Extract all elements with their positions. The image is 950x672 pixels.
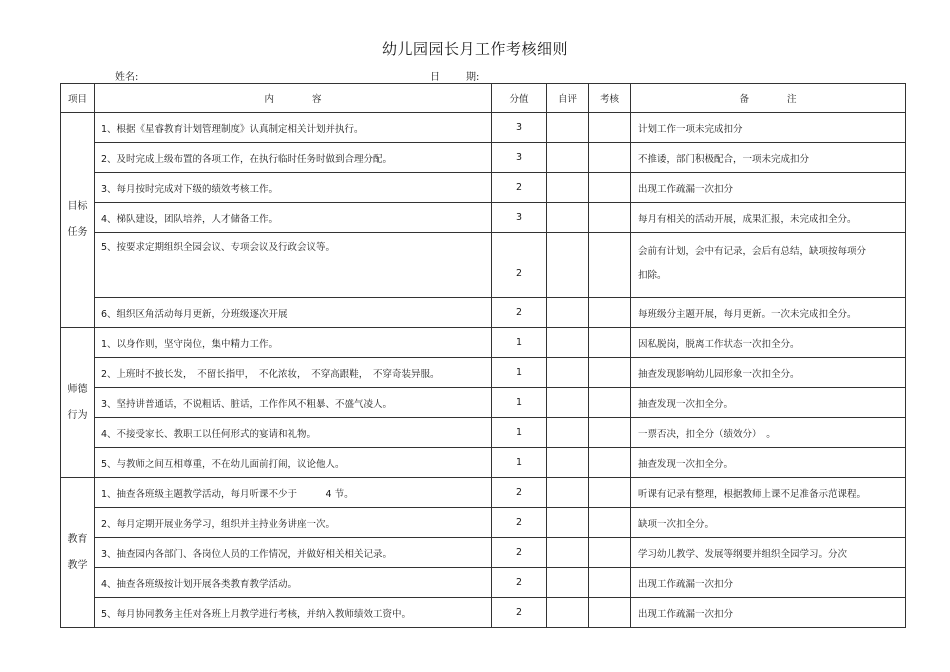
row-score: 1 xyxy=(492,388,547,418)
assessment-cell[interactable] xyxy=(589,203,631,233)
row-note: 因私脱岗，脱离工作状态一次扣全分。 xyxy=(631,328,906,358)
self-eval-cell[interactable] xyxy=(547,388,589,418)
row-content: 3、坚持讲普通话，不说粗话、脏话，工作作风不粗暴、不盛气凌人。 xyxy=(95,388,492,418)
row-note: 抽查发现影响幼儿园形象一次扣全分。 xyxy=(631,358,906,388)
assessment-cell[interactable] xyxy=(589,448,631,478)
row-content: 3、每月按时完成对下级的绩效考核工作。 xyxy=(95,173,492,203)
row-note: 一票否决，扣全分（绩效分） 。 xyxy=(631,418,906,448)
table-row xyxy=(61,358,906,388)
assessment-cell[interactable] xyxy=(589,478,631,508)
self-eval-cell[interactable] xyxy=(547,143,589,173)
assessment-cell[interactable] xyxy=(589,173,631,203)
assessment-cell[interactable] xyxy=(589,298,631,328)
table-row xyxy=(61,598,906,628)
table-row xyxy=(61,568,906,598)
row-note: 出现工作疏漏一次扣分 xyxy=(631,568,906,598)
header-score: 分值 xyxy=(492,84,547,113)
row-score: 2 xyxy=(492,598,547,628)
section-label-goals: 目标 任务 xyxy=(61,113,95,328)
self-eval-cell[interactable] xyxy=(547,358,589,388)
self-eval-cell[interactable] xyxy=(547,418,589,448)
assessment-cell[interactable] xyxy=(589,358,631,388)
row-note: 抽查发现一次扣全分。 xyxy=(631,388,906,418)
table-row xyxy=(61,478,906,508)
assessment-cell[interactable] xyxy=(589,233,631,298)
table-row xyxy=(61,388,906,418)
self-eval-cell[interactable] xyxy=(547,173,589,203)
assessment-cell[interactable] xyxy=(589,538,631,568)
date-label-part2: 期: xyxy=(466,72,480,83)
row-note: 不推诿，部门积极配合，一项未完成扣分 xyxy=(631,143,906,173)
row-content: 5、按要求定期组织全园会议、专项会议及行政会议等。 xyxy=(95,233,492,298)
table-row xyxy=(61,143,906,173)
row-content: 1、根据《星睿教育计划管理制度》认真制定相关计划并执行。 xyxy=(95,113,492,143)
document-title: 幼儿园园长月工作考核细则 xyxy=(381,40,568,58)
assessment-cell[interactable] xyxy=(589,568,631,598)
assessment-cell[interactable] xyxy=(589,113,631,143)
row-content: 1、以身作则，坚守岗位，集中精力工作。 xyxy=(95,328,492,358)
row-content: 6、组织区角活动每月更新，分班级逐次开展 xyxy=(95,298,492,328)
header-assessment: 考核 xyxy=(589,84,631,113)
row-score: 2 xyxy=(492,233,547,298)
table-row xyxy=(61,298,906,328)
row-score: 2 xyxy=(492,173,547,203)
table-row xyxy=(61,538,906,568)
row-note: 出现工作疏漏一次扣分 xyxy=(631,598,906,628)
row-note: 学习幼儿教学、发展等纲要并组织全园学习。分次 xyxy=(631,538,906,568)
row-note: 每班级分主题开展，每月更新。一次未完成扣全分。 xyxy=(631,298,906,328)
assessment-cell[interactable] xyxy=(589,388,631,418)
row-content: 4、不接受家长、教职工以任何形式的宴请和礼物。 xyxy=(95,418,492,448)
row-content: 4、梯队建设，团队培养，人才储备工作。 xyxy=(95,203,492,233)
row-content: 4、抽查各班级按计划开展各类教育教学活动。 xyxy=(95,568,492,598)
header-item: 项目 xyxy=(61,84,95,113)
self-eval-cell[interactable] xyxy=(547,328,589,358)
header-row xyxy=(61,84,906,113)
date-label xyxy=(430,68,479,83)
row-score: 3 xyxy=(492,143,547,173)
assessment-cell[interactable] xyxy=(589,598,631,628)
row-note: 听课有记录有整理，根据教师上课不足准备示范课程。 xyxy=(631,478,906,508)
row-score: 2 xyxy=(492,478,547,508)
row-note: 缺项一次扣全分。 xyxy=(631,508,906,538)
row-score: 2 xyxy=(492,298,547,328)
row-score: 2 xyxy=(492,508,547,538)
row-content: 5、每月协同教务主任对各班上月教学进行考核，并纳入教师绩效工资中。 xyxy=(95,598,492,628)
header-note: 备 注 xyxy=(631,84,906,113)
table-row xyxy=(61,173,906,203)
table-row xyxy=(61,328,906,358)
self-eval-cell[interactable] xyxy=(547,478,589,508)
assessment-cell[interactable] xyxy=(589,328,631,358)
row-content: 1、抽查各班级主题教学活动，每月听课不少于 4 节。 xyxy=(95,478,492,508)
row-score: 1 xyxy=(492,328,547,358)
assessment-cell[interactable] xyxy=(589,418,631,448)
row-score: 3 xyxy=(492,203,547,233)
self-eval-cell[interactable] xyxy=(547,538,589,568)
self-eval-cell[interactable] xyxy=(547,508,589,538)
self-eval-cell[interactable] xyxy=(547,233,589,298)
table-row xyxy=(61,113,906,143)
name-label: 姓名: xyxy=(115,72,139,83)
row-content: 3、抽查园内各部门、各岗位人员的工作情况，并做好相关相关记录。 xyxy=(95,538,492,568)
self-eval-cell[interactable] xyxy=(547,298,589,328)
row-score: 2 xyxy=(492,568,547,598)
row-score: 1 xyxy=(492,358,547,388)
table-row xyxy=(61,448,906,478)
header-content: 内 容 xyxy=(95,84,492,113)
self-eval-cell[interactable] xyxy=(547,598,589,628)
assessment-table xyxy=(60,83,906,628)
table-row xyxy=(61,418,906,448)
row-score: 3 xyxy=(492,113,547,143)
table-row xyxy=(61,233,906,298)
header-self-eval: 自评 xyxy=(547,84,589,113)
table-row xyxy=(61,203,906,233)
row-score: 1 xyxy=(492,418,547,448)
row-content: 2、每月定期开展业务学习，组织并主持业务讲座一次。 xyxy=(95,508,492,538)
row-note: 抽查发现一次扣全分。 xyxy=(631,448,906,478)
section-label-ethics: 师德 行为 xyxy=(61,328,95,478)
row-score: 1 xyxy=(492,448,547,478)
row-note: 每月有相关的活动开展，成果汇报，未完成扣全分。 xyxy=(631,203,906,233)
self-eval-cell[interactable] xyxy=(547,448,589,478)
assessment-cell[interactable] xyxy=(589,143,631,173)
row-score: 2 xyxy=(492,538,547,568)
row-content: 5、与教师之间互相尊重，不在幼儿面前打闹，议论他人。 xyxy=(95,448,492,478)
section-label-teaching: 教育 教学 xyxy=(61,478,95,628)
self-eval-cell[interactable] xyxy=(547,113,589,143)
self-eval-cell[interactable] xyxy=(547,203,589,233)
assessment-cell[interactable] xyxy=(589,508,631,538)
row-note: 出现工作疏漏一次扣分 xyxy=(631,173,906,203)
self-eval-cell[interactable] xyxy=(547,568,589,598)
row-content: 2、上班时不披长发， 不留长指甲， 不化浓妆， 不穿高跟鞋， 不穿奇装异服。 xyxy=(95,358,492,388)
row-content: 2、及时完成上级布置的各项工作，在执行临时任务时做到合理分配。 xyxy=(95,143,492,173)
row-note: 计划工作一项未完成扣分 xyxy=(631,113,906,143)
table-row xyxy=(61,508,906,538)
date-label-part1: 日 xyxy=(430,72,440,83)
row-note: 会前有计划，会中有记录，会后有总结，缺项按每项分 扣除。 xyxy=(631,233,906,298)
